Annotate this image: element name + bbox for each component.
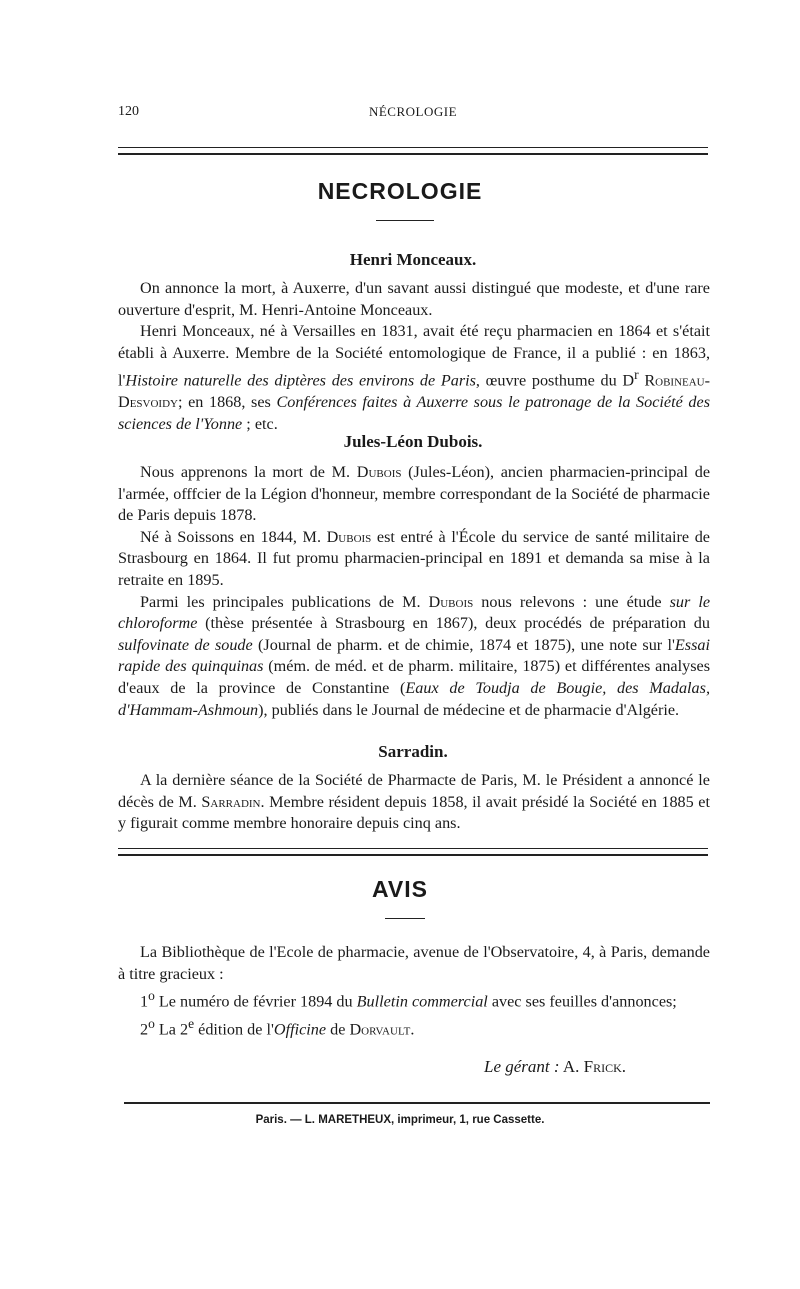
paragraph: Parmi les principales publications de M. Dubois nous relevons : une étude sur le chloroforme (thèse présentée à Strasbourg en 1867), deux procédés de préparation du sulfovinate de soude (Journal de pharm. et de chimie, 1874 et 1875), une note sur l'Essai rapide des quinquinas (mém. de méd. et de pharm. militaire, 1875) et différentes analyses d'eaux de la province de Constantine (Eaux de Toudja de Bougie, des Madalas, d'Hammam-Ashmoun), publiés dans le Journal de médecine et de pharmacie d'Algérie. [118,592,711,719]
title-underline [376,220,434,221]
paragraph: Né à Soissons en 1844, M. Dubois est entré à l'École du service de santé militaire de Strasbourg en 1864. Il fut promu pharmacien-principal en 1891 et demanda sa mise à la retraite en 1895. [118,527,710,589]
paragraph: A la dernière séance de la Société de Pharmacte de Paris, M. le Président a annoncé le décès de M. Sarradin. Membre résident depuis 1858, il avait présidé la Société en 1885 et y figurait comme membre honoraire depuis cinq ans. [118,771,710,833]
entry-body-monceaux [118,278,710,436]
running-title: NÉCROLOGIE [368,104,458,119]
entry-heading-sarradin: Sarradin. [378,742,448,761]
entry-body-sarradin [118,770,710,835]
entry-heading-dubois: Jules-Léon Dubois. [343,432,483,451]
running-head [118,104,708,124]
signature-label: Le gérant : [484,1057,560,1076]
section-title-avis: AVIS [372,876,428,902]
section-rule [118,848,708,856]
paragraph: La Bibliothèque de l'Ecole de pharmacie, avenue de l'Observatoire, 4, à Paris, demande à titre gracieux : [118,943,710,983]
paragraph: On annonce la mort, à Auxerre, d'un savant aussi distingué que modeste, et d'une rare ouverture d'esprit, M. Henri-Antoine Monceaux. [118,279,710,319]
signature [484,1057,626,1077]
paragraph: Henri Monceaux, né à Versailles en 1831, avait été reçu pharmacien en 1864 et s'était établi à Auxerre. Membre de la Société entomologique de France, il a publié : en 1863, l'Histoire naturelle des diptères des environs de Paris, œuvre posthume du $D^r$ Robineau-Desvoidy; en 1868, ses Conférences faites à Auxerre sous le patronage de la Société des sciences de l'Yonne ; etc. [118,322,711,433]
page-number: 120 [118,104,139,119]
title-underline [385,918,425,919]
entry-body-dubois [118,462,710,721]
paragraph: 1$^o$ Le numéro de février 1894 du Bulletin commercial avec ses feuilles d'annonces; [140,988,677,1011]
paragraph: 2$^o$ La 2e édition de l'Officine de Dorvault. [140,1016,415,1039]
signature-name: A. Frick. [562,1057,627,1076]
avis-body [118,942,710,1041]
paragraph: Nous apprenons la mort de M. Dubois (Jules-Léon), ancien pharmacien-principal de l'armée, offfcier de la Légion d'honneur, membre correspondant de la Société de pharmacie de Paris depuis 1878. [118,463,711,525]
header-rule [118,147,708,155]
footer-rule [124,1102,710,1104]
section-title-necrologie: NECROLOGIE [317,178,483,204]
entry-heading-monceaux: Henri Monceaux. [349,250,477,269]
imprint: Paris. — L. MARETHEUX, imprimeur, 1, rue Cassette. [255,1114,545,1126]
